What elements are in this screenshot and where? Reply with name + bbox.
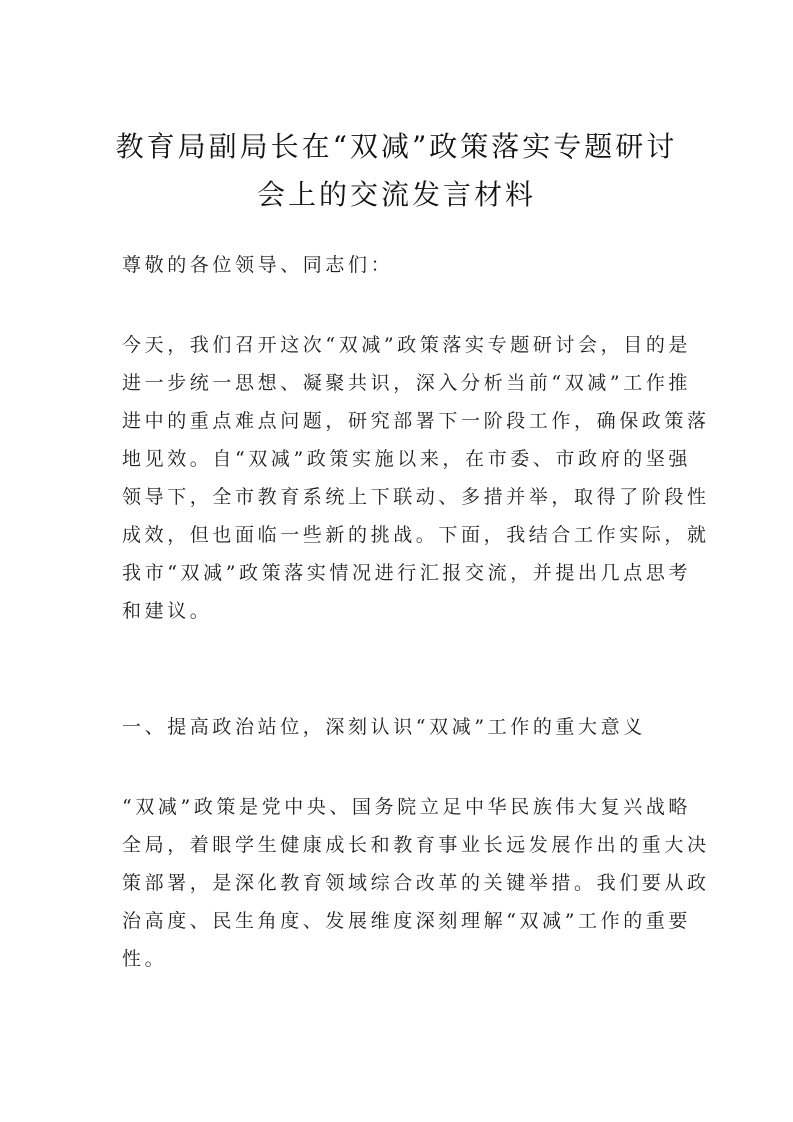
paragraph-line: 今天，我们召开这次“双减”政策落实专题研讨会，目的是: [122, 334, 692, 356]
paragraph-line: 全局，着眼学生健康成长和教育事业长远发展作出的重大决: [122, 834, 710, 856]
paragraph-line: “双减”政策是党中央、国务院立足中华民族伟大复兴战略: [122, 796, 692, 818]
paragraph-line: 地见效。自“双减”政策实施以来，在市委、市政府的坚强: [122, 448, 692, 470]
paragraph-significance: [122, 788, 710, 978]
paragraph-line: 治高度、民生角度、发展维度深刻理解“双减”工作的重要: [122, 910, 692, 932]
paragraph-line: 进中的重点难点问题，研究部署下一阶段工作，确保政策落: [122, 410, 710, 432]
section-heading-1: 一、提高政治站位，深刻认识“双减”工作的重大意义: [122, 716, 646, 738]
paragraph-line: 进一步统一思想、凝聚共识，深入分析当前“双减”工作推: [122, 372, 692, 394]
paragraph-intro: [122, 326, 710, 630]
salutation: 尊敬的各位领导、同志们：: [122, 254, 394, 276]
paragraph-line: 性。: [122, 948, 168, 970]
paragraph-line: 和建议。: [122, 600, 213, 622]
paragraph-line: 策部署，是深化教育领域综合改革的关键举措。我们要从政: [122, 872, 710, 894]
paragraph-line: 成效，但也面临一些新的挑战。下面，我结合工作实际，就: [122, 524, 710, 546]
paragraph-line: 领导下，全市教育系统上下联动、多措并举，取得了阶段性: [122, 486, 710, 508]
document-title-line-2: 会上的交流发言材料: [256, 178, 536, 211]
paragraph-line: 我市“双减”政策落实情况进行汇报交流，并提出几点思考: [122, 562, 692, 584]
document-title-line-1: 教育局副局长在“双减”政策落实专题研讨: [115, 130, 678, 163]
